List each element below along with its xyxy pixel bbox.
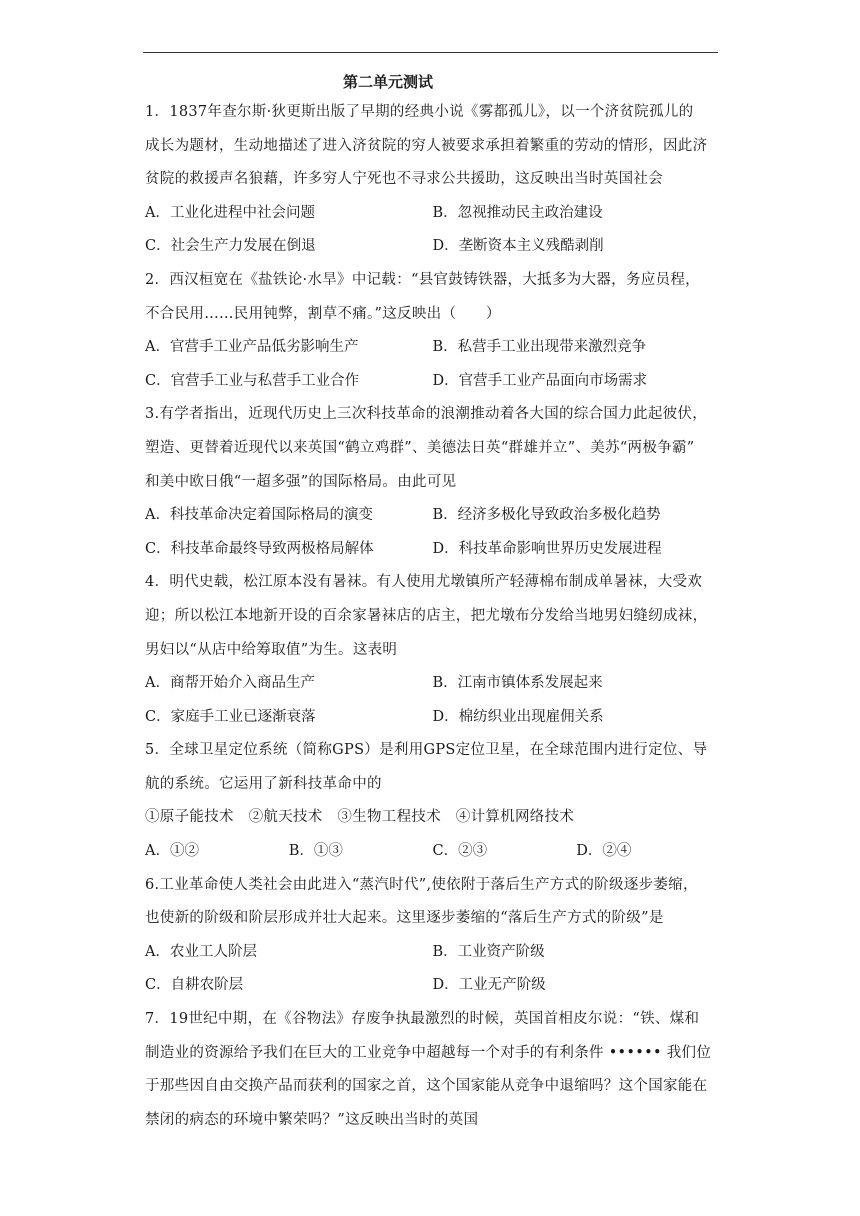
answer-option[interactable]: D．官营手工业产品面向市场需求 <box>432 372 648 389</box>
answer-option[interactable]: B．工业资产阶级 <box>432 943 545 960</box>
answer-option[interactable]: B．私营手工业出现带来激烈竞争 <box>432 339 647 356</box>
option-row <box>145 365 720 399</box>
question-text-line: 也使新的阶级和阶层形成并壮大起来。这里逐步萎缩的“落后生产方式的阶级”是 <box>145 910 664 927</box>
question-text-line: 贫院的救援声名狼藉，许多穷人宁死也不寻求公共援助，这反映出当时英国社会 <box>145 171 663 188</box>
answer-option[interactable]: C．②③ <box>432 843 488 860</box>
answer-option[interactable]: A．科技革命决定着国际格局的演变 <box>145 507 373 524</box>
question-text-line: 和美中欧日俄“一超多强”的国际格局。由此可见 <box>145 473 457 490</box>
answer-option[interactable]: D．②④ <box>576 843 632 860</box>
answer-option[interactable]: D．垄断资本主义残酷剥削 <box>432 238 604 255</box>
option-row <box>145 197 720 231</box>
answer-option[interactable]: B．忽视推动民主政治建设 <box>432 204 603 221</box>
question-text-line: 4．明代史载，松江原本没有暑袜。有人使用尤墩镇所产轻薄棉布制成单暑袜，大受欢 <box>145 574 703 591</box>
answer-option[interactable]: C．自耕农阶层 <box>145 977 244 994</box>
question-text-line: 2．西汉桓宽在《盐铁论·水旱》中记载：“县官鼓铸铁器，大抵多为大器，务应员程， <box>145 271 700 288</box>
question-text-line: 3.有学者指出，近现代历史上三次科技革命的浪潮推动着各大国的综合国力此起彼伏， <box>145 406 708 423</box>
question-2 <box>145 264 720 398</box>
question-text-line: 男妇以“从店中给筹取值”为生。这表明 <box>145 641 398 658</box>
question-text-line: 禁闭的病态的环境中繁荣吗？”这反映出当时的英国 <box>145 1111 479 1128</box>
question-text-line: 6.工业革命使人类社会由此进入“蒸汽时代”,使依附于落后生产方式的阶级逐步萎缩， <box>145 876 698 893</box>
question-text-line: 于那些因自由交换产品而获利的国家之首，这个国家能从竞争中退缩吗？这个国家能在 <box>145 1078 708 1095</box>
answer-option[interactable]: A．商帮开始介入商品生产 <box>145 675 315 692</box>
option-row <box>145 835 720 869</box>
question-list <box>145 96 720 1137</box>
answer-option[interactable]: D．工业无产阶级 <box>432 977 546 994</box>
question-4 <box>145 566 720 734</box>
question-text-line: 7．19世纪中期，在《谷物法》存废争执最激烈的时候，英国首相皮尔说：“铁、煤和 <box>145 1011 700 1028</box>
answer-option[interactable]: D．棉纺织业出现雇佣关系 <box>432 708 604 725</box>
question-text-line: 不合民用……民用钝弊，割草不痛。”这反映出（ ） <box>145 305 501 322</box>
question-text-line: 塑造、更替着近现代以来英国“鹤立鸡群”、美德法日英“群雄并立”、美苏“两极争霸” <box>145 439 695 456</box>
question-5 <box>145 734 720 868</box>
page-title: 第二单元测试 <box>343 73 434 91</box>
question-text-line: 迎；所以松江本地新开设的百余家暑袜店的店主，把尤墩布分发给当地男妇缝纫成袜， <box>145 607 708 624</box>
option-row <box>145 331 720 365</box>
question-text-line: 5．全球卫星定位系统（简称GPS）是利用GPS定位卫星，在全球范围内进行定位、导 <box>145 742 708 759</box>
question-6 <box>145 869 720 1003</box>
exam-page <box>145 68 720 1137</box>
option-row <box>145 230 720 264</box>
option-row <box>145 936 720 970</box>
answer-option[interactable]: A．①② <box>145 843 199 860</box>
answer-option[interactable]: A．工业化进程中社会问题 <box>145 204 315 221</box>
question-7 <box>145 1003 720 1137</box>
option-row <box>145 499 720 533</box>
answer-option[interactable]: B．经济多极化导致政治多极化趋势 <box>432 507 661 524</box>
option-row <box>145 701 720 735</box>
question-text-line: 1．1837年查尔斯·狄更斯出版了早期的经典小说《雾都孤儿》，以一个济贫院孤儿的 <box>145 104 694 120</box>
option-row <box>145 533 720 567</box>
question-text-line: 制造业的资源给予我们在巨大的工业竞争中超越每一个对手的有利条件 •••••• 我们位 <box>145 1044 712 1061</box>
answer-option[interactable]: B．江南市镇体系发展起来 <box>432 675 603 692</box>
answer-option[interactable]: B．①③ <box>288 843 343 860</box>
header-rule <box>143 52 718 53</box>
question-text-line: 航的系统。它运用了新科技革命中的 <box>145 775 382 792</box>
question-1 <box>145 96 720 264</box>
question-3 <box>145 398 720 566</box>
question-text-line: ①原子能技术 ②航天技术 ③生物工程技术 ④计算机网络技术 <box>145 809 575 826</box>
answer-option[interactable]: D．科技革命影响世界历史发展进程 <box>432 540 662 557</box>
option-row <box>145 969 720 1003</box>
answer-option[interactable]: C．社会生产力发展在倒退 <box>145 238 316 255</box>
answer-option[interactable]: C．官营手工业与私营手工业合作 <box>145 372 360 389</box>
option-row <box>145 667 720 701</box>
question-text-line: 成长为题材，生动地描述了进入济贫院的穷人被要求承担着繁重的劳动的情形，因此济 <box>145 137 708 154</box>
answer-option[interactable]: A．农业工人阶层 <box>145 943 257 960</box>
answer-option[interactable]: C．科技革命最终导致两极格局解体 <box>145 540 374 557</box>
answer-option[interactable]: A．官营手工业产品低劣影响生产 <box>145 339 359 356</box>
answer-option[interactable]: C．家庭手工业已逐渐衰落 <box>145 708 316 725</box>
